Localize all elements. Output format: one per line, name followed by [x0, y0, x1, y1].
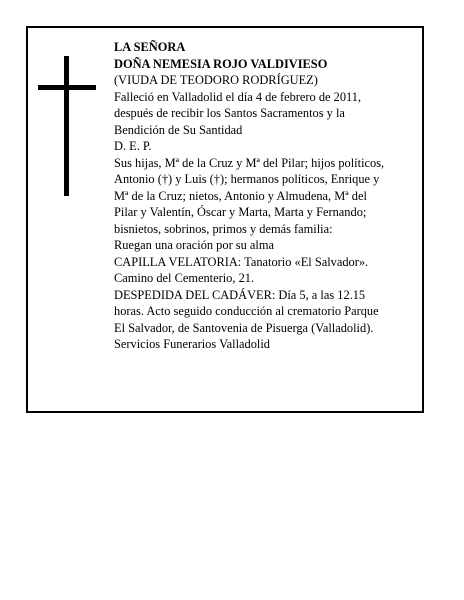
funeral-services: Servicios Funerarios Valladolid: [114, 337, 271, 351]
chapel-line-1: CAPILLA VELATORIA: Tanatorio «El Salvador».: [114, 254, 369, 269]
farewell-line-1: DESPEDIDA DEL CADÁVER: Día 5, a las 12.15: [114, 287, 366, 302]
family-line-5: bisnietos, sobrinos, primos y demás familia:: [114, 221, 333, 236]
notice-title: LA SEÑORA: [114, 40, 186, 54]
cross-icon: [38, 56, 98, 196]
family-line-2: Antonio (†) y Luis (†); hermanos políticos, Enrique y: [114, 172, 380, 186]
death-line-2: después de recibir los Santos Sacramentos y la: [114, 106, 345, 120]
obituary-text: [114, 39, 414, 353]
farewell-line-2: horas. Acto seguido conducción al crematorio Parque: [114, 304, 379, 318]
family-line-1: Sus hijas, Mª de la Cruz y Mª del Pilar; hijos políticos,: [114, 155, 385, 170]
deceased-name: DOÑA NEMESIA ROJO VALDIVIESO: [114, 56, 328, 71]
chapel-line-2: Camino del Cementerio, 21.: [114, 271, 255, 285]
cross-horizontal-bar: [38, 85, 96, 90]
family-line-3: Mª de la Cruz; nietos, Antonio y Almudena, Mª del: [114, 188, 367, 203]
death-line-3: Bendición de Su Santidad: [114, 122, 243, 137]
rip-text: D. E. P.: [114, 139, 152, 153]
widow-of: (VIUDA DE TEODORO RODRÍGUEZ): [114, 73, 318, 87]
family-line-4: Pilar y Valentín, Óscar y Marta, Marta y Fernando;: [114, 205, 367, 219]
farewell-line-3: El Salvador, de Santovenia de Pisuerga (Valladolid).: [114, 320, 374, 335]
death-line-1: Falleció en Valladolid el día 4 de febrero de 2011,: [114, 89, 362, 104]
cross-vertical-bar: [64, 56, 69, 196]
prayer-text: Ruegan una oración por su alma: [114, 238, 274, 252]
